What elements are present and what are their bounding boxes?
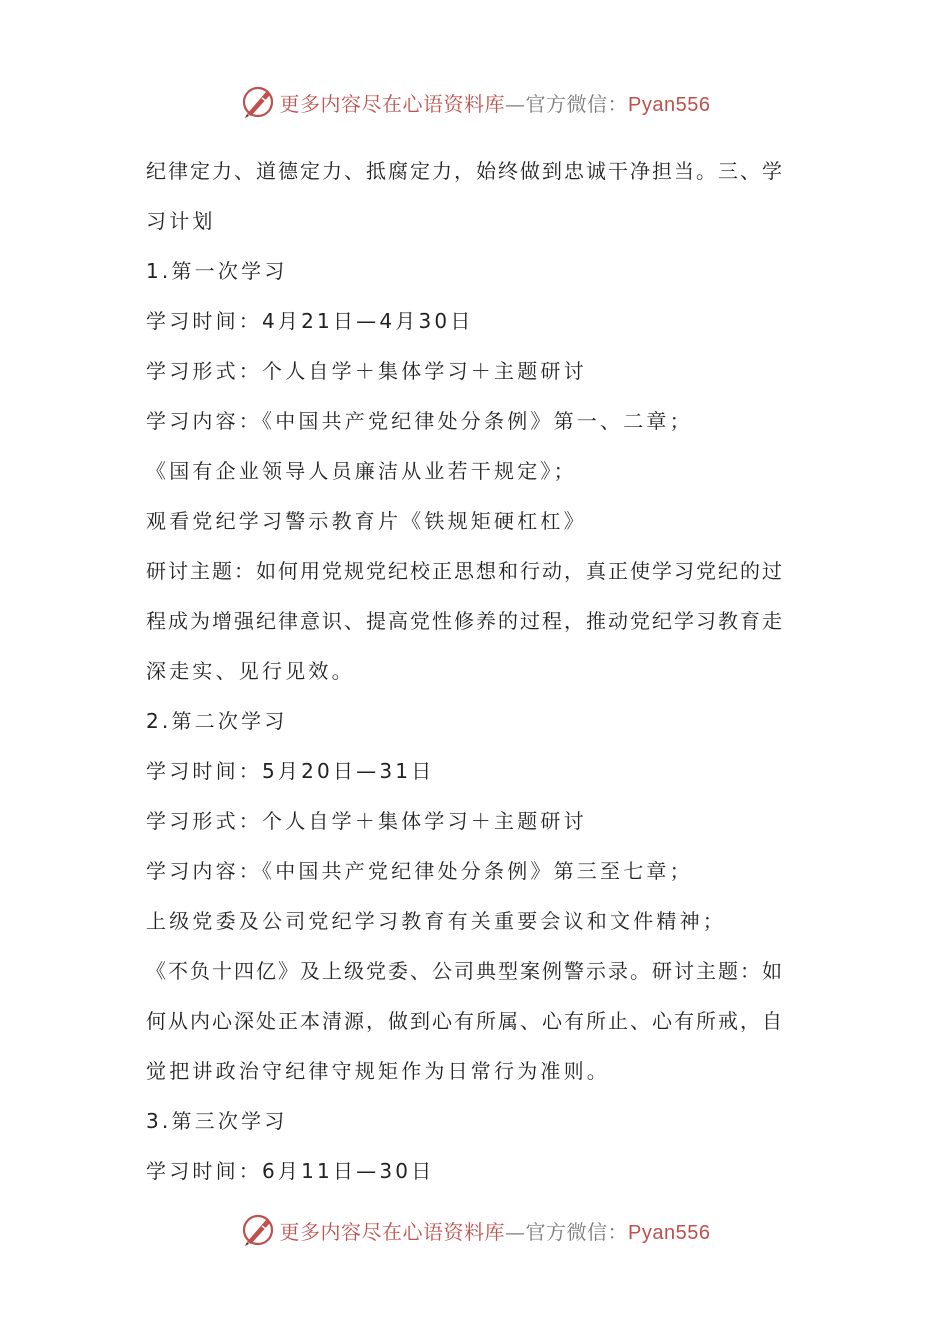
body-line: 学习内容：《中国共产党纪律处分条例》第三至七章；	[146, 859, 693, 883]
banner-wechat-id: Pyan556	[628, 93, 711, 116]
banner-text	[280, 88, 711, 117]
body-line: 《国有企业领导人员廉洁从业若干规定》；	[146, 459, 577, 483]
body-line: 习计划	[146, 209, 216, 233]
pen-logo-icon	[240, 1212, 276, 1248]
banner-title: 更多内容尽在心语资料库	[279, 1219, 506, 1244]
section-heading: 2.第二次学习	[146, 709, 288, 733]
body-line: 学习形式：个人自学＋集体学习＋主题研讨	[146, 359, 587, 383]
body-line: 观看党纪学习警示教育片《铁规矩硬杠杠》	[146, 509, 587, 533]
banner-separator: —	[505, 1219, 526, 1244]
pen-logo-icon	[240, 84, 276, 120]
body-line: 纪律定力、道德定力、抵腐定力，始终做到忠诚干净担当。三、学	[146, 159, 784, 183]
body-line: 学习时间：6月11日—30日	[146, 1159, 435, 1183]
body-line: 学习时间：4月21日—4月30日	[146, 309, 474, 333]
footer-banner	[0, 1208, 950, 1252]
body-line: 觉把讲政治守纪律守规矩作为日常行为准则。	[146, 1059, 610, 1083]
banner-title: 更多内容尽在心语资料库	[279, 91, 506, 116]
document-body	[146, 146, 810, 1196]
banner-wechat-label: 官方微信：	[525, 1219, 629, 1244]
body-line: 研讨主题：如何用党规党纪校正思想和行动，真正使学习党纪的过	[146, 559, 784, 583]
section-heading: 1.第一次学习	[146, 259, 288, 283]
body-line: 深走实、见行见效。	[146, 659, 355, 683]
banner-text	[280, 1216, 711, 1245]
body-line: 何从内心深处正本清源，做到心有所属、心有所止、心有所戒，自	[146, 1009, 784, 1033]
body-line: 学习内容：《中国共产党纪律处分条例》第一、二章；	[146, 409, 693, 433]
banner-wechat-id: Pyan556	[628, 1221, 711, 1244]
body-line: 《不负十四亿》及上级党委、公司典型案例警示录。研讨主题：如	[146, 959, 784, 983]
body-line: 学习时间：5月20日—31日	[146, 759, 435, 783]
body-line: 上级党委及公司党纪学习教育有关重要会议和文件精神；	[146, 909, 726, 933]
section-heading: 3.第三次学习	[146, 1109, 288, 1133]
body-line: 程成为增强纪律意识、提高党性修养的过程，推动党纪学习教育走	[146, 609, 784, 633]
body-line: 学习形式：个人自学＋集体学习＋主题研讨	[146, 809, 587, 833]
banner-wechat-label: 官方微信：	[525, 91, 629, 116]
header-banner	[0, 80, 950, 124]
banner-separator: —	[505, 91, 526, 116]
